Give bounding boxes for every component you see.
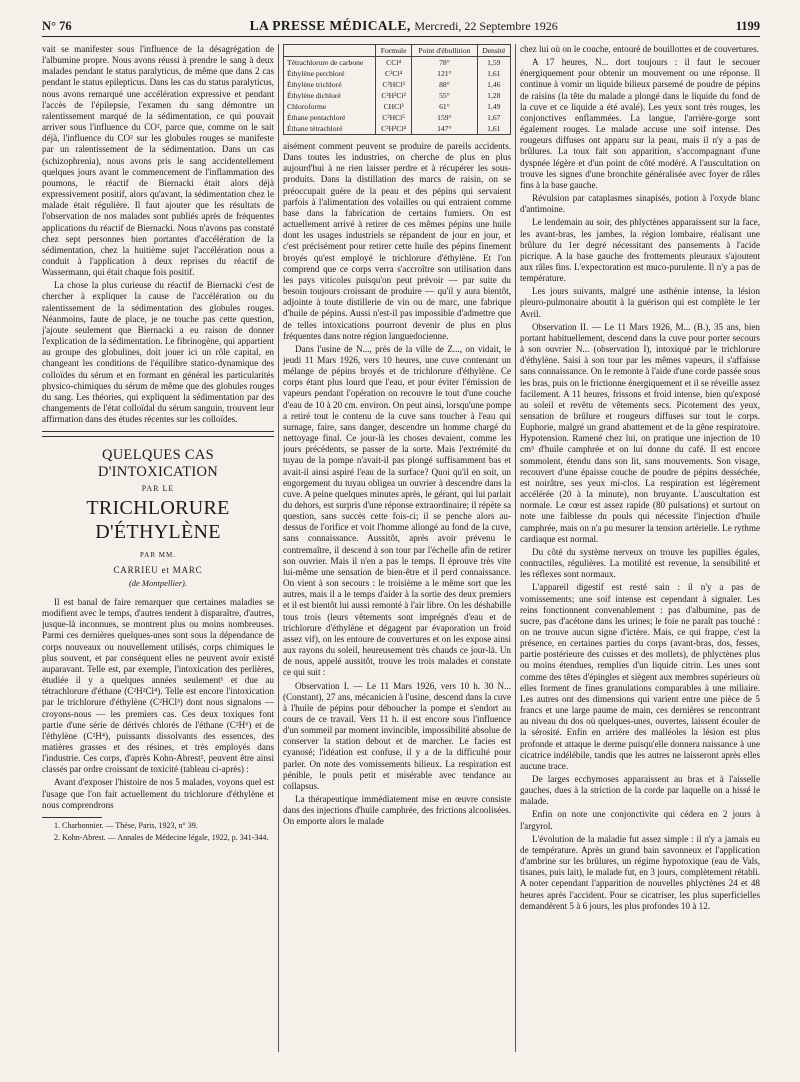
paragraph: aisément comment peuvent se produire de pareils accidents. Dans toutes les industries, on cherche de plus en plus aujourd'hui à ne rien laisser perdre et à récupérer les sous-produits. Dans la distillation des marcs de raisin, on se préoccupait guère de la peau et des pépins qui servaient parfois à l'alimentation des volailles ou qui entraient comme base dans la fabrication de certains fumiers. On est actuellement arrivé à retirer de ces mêmes pépins une huile dont les usages industriels se répandent de jour en jour, et c'est précisément pour retirer cette huile des pépins finement broyés qu'est employé le trichlorure d'éthylène. Et l'on comprend que ce corps verra s'accroître son utilisation dans les pays viticoles puisqu'on peut prévoir — par suite du besoin toujours croissant de produire — qu'il y aura bientôt, adjointe à toute distillerie de vin ou de marc, une fabrique d'huile de pépins. Aussi n'est-il pas impossible d'admettre que de telles intoxications pourront devenir de plus en plus fréquentes dans notre région languedocienne.	[283, 141, 511, 341]
table-row	[284, 57, 511, 69]
page-number: 1199	[735, 19, 760, 33]
table-cell: C²HCl⁵	[376, 112, 412, 123]
table-cell: Éthylène perchloré	[284, 68, 376, 79]
running-title	[250, 18, 558, 34]
paragraph: vait se manifester sous l'influence de la désagrégation de l'albumine propre. Nous avons réussi à prendre le sang à deux malades pendant le status paralyticus, de même que dans 2 cas pendant le status epilepticus. Dans les cas du status paralyticus, nous avons remarqué une accélération expressive et pendant l'accès de l'épilepsie, l'examen du sang démontre un ralentissement marqué de la sédimentation, ce qui pouvait arriver sous l'influence du CO², parce que, comme on le sait déjà, l'influence du CO² sur les globules rouges se manifeste par un ralentissement de la sédimentation. Dans un cas (schizophrenia), nous avons pris le sang accidentellement quelques jours avant le commencement de l'inflammation des poumons, le réactif de Biernacki était alors déjà expressivement positif, alors qu'avant, la sédimentation chez le malade était régulière. Il faut ajouter que les résultats de l'observation de nos malades sont publiés après de fréquentes applications du réactif de Biernacki. Nous n'avons pas constaté chez sept personnes bien portantes d'accélération de la sédimentation, chez la huitième sujet l'accélération nous a conduit à l'application à deux reprises du réactif de Wassermann, qui était chaque fois positif.	[42, 44, 274, 278]
table-cell: CHCl³	[376, 101, 412, 112]
table-cell: 88°	[412, 79, 477, 90]
table-cell: Éthylène trichloré	[284, 79, 376, 90]
table-row	[284, 112, 511, 123]
table-cell: 78°	[412, 57, 477, 69]
column-3	[520, 44, 760, 1052]
column-2	[283, 44, 511, 1052]
table-cell: Éthylène dichloré	[284, 90, 376, 101]
footnote-rule	[42, 817, 102, 818]
issue-number: N° 76	[42, 19, 72, 33]
paragraph: De larges ecchymoses apparaissent au bras et à l'aisselle gauches, dues à la striction de la corde par laquelle on a hissé le malade.	[520, 774, 760, 807]
article-heading	[42, 431, 274, 589]
table-row	[284, 79, 511, 90]
article-title-line2: PAR LE	[141, 484, 175, 494]
table-row	[284, 90, 511, 101]
paragraph: A 17 heures, N... dort toujours : il faut le secouer énergiquement pour obtenir un mouvement ou une réponse. Il continue à vomir un liquide bilieux parsemé de poudre de pépins de raisins (la tête du malade a plongé dans le liquide du fond de la cuve et ce liquide a été avalé). Les yeux sont très rouges, les conjonctives enflammées. La langue, l'arrière-gorge sont également rouges. Le malade accuse une soif intense. Des rougeurs diffuses ont apparu sur la peau, mais il n'y a pas de brûlures. La toux fait son apparition, s'accompagnant d'une dyspnée légère et d'un point de côté modéré. A l'auscultation on trouve les signes d'une bronchite généralisée avec foyer de râles fins à la base gauche.	[520, 57, 760, 190]
paragraph: L'appareil digestif est resté sain : il n'y a pas de vomissements; une soif intense est cependant à signaler. Les reins fonctionnent convenablement : pas d'albumine, pas de sucre, pas d'acétone dans les urines; le foie ne paraît pas touché : on ne trouve aucun signe d'ictère. Mais, ce qui frappe, c'est la présence, en certaines parties du corps (avant-bras, dos, fesses, partie postérieure des cuisses et des mollets), de phlyctènes plus ou moins étendues, remplies d'un liquide citrin. Les unes sont comme des têtes d'épingles et siègent aux membres supérieurs où elles forment de fines granulations comparables à une miliaire. Les autres ont des dimensions qui varient entre une pièce de 5 francs et une large paume de main, ces dernières se rencontrant au niveau du dos où quelques-unes, ouvertes, laissent écouler de la sérosité. Enfin en arrière des malléoles la lésion est plus profonde et attaque le derme puisqu'elle donnera naissance à une cicatrice indélébile, tandis que les autres ne laisseront après elles aucune trace.	[520, 582, 760, 771]
table-cell: C²HCl³	[376, 79, 412, 90]
footnote: 1. Charbonnier. — Thèse, Paris, 1923, n° 39.	[54, 820, 198, 830]
paragraph: Il est banal de faire remarquer que certaines maladies se modifient avec le temps, d'autres tendent à disparaître, d'autres, jusque-là inconnues, se montrent plus ou moins nombreuses. Parmi ces dernières quelques-unes sont sous la dépendance de corps nouveaux ou nouvellement utilisés, corps chimiques le plus souvent, et par conséquent elles ne peuvent avoir existé auparavant. Telle est, par exemple, l'intoxication des perlières, étudiée il y a quelques années seulement¹ et due au tétrachlorure d'éthane (C²H²Cl⁴). Telle est encore l'intoxication par le trichlorure d'éthylène (C²HCl³) dont nous signalons — croyons-nous — les premiers cas. Ces deux toxiques font partie d'une série de dérivés chlorés de l'éthane (C²H⁶) et de l'éthylène (C²H⁴), puissants dissolvants des essences, des matières grasses et des résines, et très employés dans l'industrie. Ces corps, d'après Kohn-Abrest², peuvent être ainsi classés par ordre croissant de toxicité (tableau ci-après) :	[42, 596, 274, 775]
journal-name: LA PRESSE MÉDICALE,	[249, 18, 411, 33]
table-cell: CCl⁴	[376, 57, 412, 69]
byline-prefix: PAR MM.	[140, 551, 176, 560]
paragraph: La thérapeutique immédiatement mise en œuvre consiste dans des injections d'huile camphrée, des frictions alcoolisées. On emporte alors le malade	[283, 794, 511, 827]
affiliation: (de Montpellier).	[128, 577, 188, 588]
table-cell: 1,61	[477, 68, 510, 79]
article-title-line3: TRICHLORURE D'ÉTHYLÈNE	[86, 497, 230, 544]
observation-paragraph: Observation II. — Le 11 Mars 1926, M... (B.), 35 ans, bien portant habituellement, descend dans la cuve pour porter secours à son ouvrier N... (observation I), intoxiqué par le trichlorure d'éthylène. Saisi à son tour par les mêmes vapeurs, il s'affaisse sans connaissance. On le remonte à l'aide d'une corde passée sous les bras, puis on le frictionne énergiquement et il se réveille assez facilement. A 11 heures, frissons et froid intense, bien qu'exposé au soleil et revêtu de vêtements secs. Picotement des yeux, sensation de brûlure et rougeurs diffuses sur tout le corps. Euphorie, malgré un grand abattement et de la gêne respiratoire. Hypotension. Ramené chez lui, on pratique une injection de 10 cm³ d'huile camphrée et on lui donne du café. Il est encore sommolent, étendu dans son lit, sans mouvements. Son visage, recouvert d'une épaisse couche de poudre de pépins desséchée, est noirâtre, ses yeux mi-clos. La respiration est légèrement accélérée (20 à la minute), non bruyante. L'auscultation est normale. Le cœur est assez rapide (80 pulsations) et surtout on note une faiblesse du pouls qui nécessite l'injection d'huile camphrée, mais on n'a pu mesurer la tension artérielle. Le rythme cardiaque est normal.	[520, 321, 760, 544]
table-row	[284, 68, 511, 79]
table-cell: 1,28	[477, 90, 510, 101]
table-cell: 55°	[412, 90, 477, 101]
table-header-cell: Formule	[376, 45, 412, 57]
table-header-row	[284, 45, 511, 57]
table-cell: Éthane tétrachloré	[284, 123, 376, 135]
table-cell: 159°	[412, 112, 477, 123]
table-cell: 121°	[412, 68, 477, 79]
table-cell: Chloroforme	[284, 101, 376, 112]
table-cell: 61°	[412, 101, 477, 112]
column-1	[42, 44, 274, 1052]
observation-paragraph: Observation I. — Le 11 Mars 1926, vers 10 h. 30 N... (Constant), 27 ans, mécanicien à l'usine, descend dans la cuve à l'huile de pépins pour déboucher la pompe et s'endort au cours de ce travail. Vers 11 h. il est encore sous l'influence d'un sommeil par moment invincible, impossibilité absolue de conserver la station debout et de marcher. Le facies est cyanosé; l'idéation est confuse, il y a de la difficulté pour parler. On note des vomissements bilieux. La respiration est pénible, le pouls petit et misérable avec tendance au collapsus.	[283, 680, 511, 791]
page-header	[42, 12, 760, 37]
paragraph: Avant d'exposer l'histoire de nos 5 malades, voyons quel est l'usage que l'on fait actuellement du trichlorure d'éthylène et nous comprendrons	[42, 777, 274, 810]
table-cell: 1,59	[477, 57, 510, 69]
paragraph: Révulsion par cataplasmes sinapisés, potion à l'oxyde blanc d'antimoine.	[520, 193, 760, 215]
paragraph: chez lui où on le couche, entouré de bouillottes et de couvertures.	[520, 44, 759, 54]
table-row	[284, 123, 511, 135]
article-title-line1: QUELQUES CAS D'INTOXICATION	[97, 447, 219, 481]
paragraph: Du côté du système nerveux on trouve les pupilles égales, contractiles, régulières. La motilité est revenue, la sensibilité et les réflexes sont normaux.	[520, 546, 760, 580]
table-cell: C²Cl⁴	[376, 68, 412, 79]
table-header-cell: Densité	[477, 45, 510, 57]
table-header-cell: Point d'ébullition	[412, 45, 477, 57]
heading-rule	[42, 436, 274, 437]
toxicity-table	[283, 44, 511, 135]
table-cell: C²H²Cl²	[376, 90, 412, 101]
paragraph: Dans l'usine de N..., près de la ville de Z..., on vidait, le jeudi 11 Mars 1926, vers 10 heures, une cuve contenant un mélange de pépins broyés et de trichlorure d'éthylène. Ce corps étant plus lourd que l'eau, et pour éviter l'émission de vapeurs pendant l'opération on recouvre le tout d'une couche d'eau de 10 à 20 cm. environ. On peut ainsi, lorsqu'une pompe a retiré tout le contenu de la cuve sans toucher à l'eau qui surnage, faire, sans danger, descendre un homme chargé du nettoyage final. Ce jour-là les choses devaient, comme les jours précédents, se passer de la sorte. Mais l'extrémité du tuyau de la pompe n'avait-il pas plongé suffisamment bas et avait-il ainsi aspiré l'eau de la surface? Quoi qu'il en soit, un engorgement du tuyau obligea un ouvrier à descendre dans la cuve. A peine quelques minutes après, le gérant, qui lui parlait du dehors, est surpris d'une réponse extraordinaire; il répète sa question, sans succès cette fois-ci; il se penche alors au-dessus de l'orifice et voit l'homme allongé au fond de la cuve, sans connaissance. Aussitôt, après avoir prévenu le contremaître, il descend à son tour par l'échelle afin de retirer son ouvrier. Mais il n'en a pas le temps. Il éprouve très vite lui-même une sensation de bien-être et il perd connaissance. On vient à son secours : le troisième a le même sort que les autres, mais il a le temps d'aider à la sortie des deux premiers et il est bientôt lui aussi remonté à l'air libre. On les déshabille tous trois (leurs vêtements sont imprégnés d'eau et de trichlorure d'éthylène et dégagent par évaporation un froid assez vif), on les entoure de couvertures et on les expose ainsi aux rayons du soleil, heureusement très chauds ce jour-là. Un de nous, appelé aussitôt, trouve les trois malades et constate ce qui suit :	[283, 343, 511, 678]
paragraph: L'évolution de la maladie fut assez simple : il n'y a jamais eu de température. Après un grand bain savonneux et l'application d'ambrine sur les brûlures, un régime hypotoxique (eau de Vals, tisanes, puis lait), le malade fut, en 3 jours, complètement rétabli. A noter cependant l'apparition de nouvelles phlyctènes 24 et 48 heures après l'accident. Pour se cicatriser, les plus superficielles demandèrent 5 à 6 jours, les plus profondes 10 à 12.	[520, 833, 760, 911]
table-row	[284, 101, 511, 112]
paragraph: Enfin on note une conjonctivite qui cédera en 2 jours à l'argyrol.	[520, 809, 760, 831]
paragraph: Les jours suivants, malgré une asthénie intense, la lésion pleuro-pulmonaire aboutit à la guérison qui est complète le 1er Avril.	[520, 286, 760, 319]
column-divider	[515, 44, 516, 1052]
authors: CARRIEU et MARC	[113, 564, 203, 575]
table-cell: 1,67	[477, 112, 510, 123]
paragraph: La chose la plus curieuse du réactif de Biernacki c'est de chercher à expliquer la cause de l'accélération ou du ralentissement de la sédimentation des globules rouges. Néanmoins, faute de place, je ne touche pas cette question, j'ajoute seulement que Biernacki a eu raison de donner l'explication de la sédimentation. Le fibrinogène, qui appartient au groupe des globulines, doit jouer ici un rôle capital, en changeant les conditions de l'équilibre statico-dynamique des colloïdes du sérum et en formant en général les particularités physico-chimiques du sérum de même que des globules rouges du sang. Les théories, qui expliquent la sédimentation par des changements de l'état colloïdal du sérum sanguin, trouvent leur affirmation dans des études récentes sur les colloïdes.	[42, 280, 274, 425]
table-header-cell	[284, 45, 376, 57]
footnote: 2. Kohn-Abrest. — Annales de Médecine légale, 1922, p. 341-344.	[54, 832, 269, 842]
table-cell: 1,49	[477, 101, 510, 112]
table-cell: Éthane pentachloré	[284, 112, 376, 123]
table-cell: 1,46	[477, 79, 510, 90]
table-cell: Tétrachlorure de carbone	[284, 57, 376, 69]
issue-date: Mercredi, 22 Septembre 1926	[414, 19, 558, 33]
paragraph: Le lendemain au soir, des phlyctènes apparaissent sur la face, les avant-bras, les jambes, la région lombaire, réalisant une brûlure du 1er degré nécessitant des pansements à l'acide picrique. A la base gauche des frottements pleuraux s'ajoutent aux râles fins. L'expectoration est muco-purulente. Il n'y a pas de température.	[520, 217, 760, 284]
heading-rule	[42, 431, 274, 432]
table-cell: 1,61	[477, 123, 510, 135]
column-divider	[278, 44, 279, 1052]
table-cell: C²H²Cl⁴	[376, 123, 412, 135]
table-cell: 147°	[412, 123, 477, 135]
